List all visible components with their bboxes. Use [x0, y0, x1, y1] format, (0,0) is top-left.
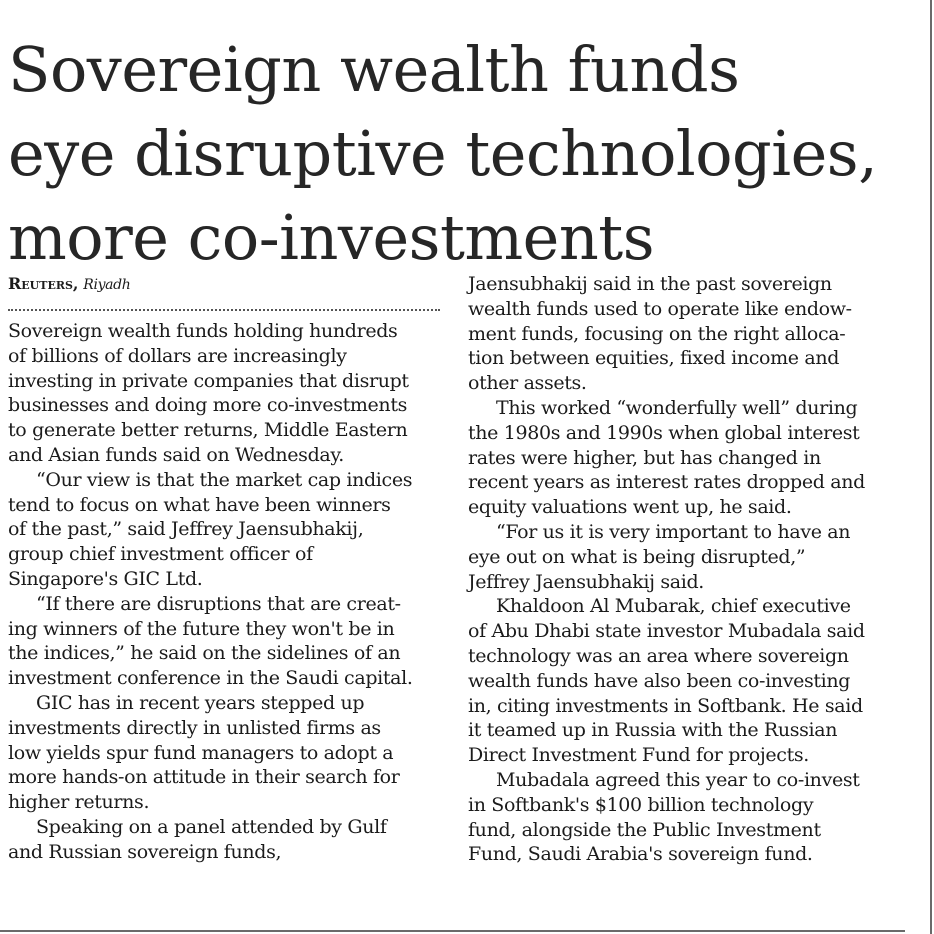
text-line: ing winners of the future they won't be in: [8, 617, 395, 640]
text-line: the 1980s and 1990s when global interest: [468, 421, 860, 444]
text-line: rates were higher, but has changed in: [468, 446, 821, 469]
text-line: in, citing investments in Softbank. He said: [468, 694, 863, 717]
text-line: “For us it is very important to have an: [496, 520, 851, 543]
text-line: group chief investment officer of: [8, 543, 313, 566]
text-line: to generate better returns, Middle Eastern: [8, 419, 408, 442]
text-line: and Asian funds said on Wednesday.: [8, 443, 344, 466]
text-line: Mubadala agreed this year to co-invest: [496, 768, 860, 791]
text-line: tend to focus on what have been winners: [8, 493, 391, 516]
text-line: Singapore's GIC Ltd.: [8, 567, 203, 590]
text-line: Speaking on a panel attended by Gulf: [36, 815, 387, 838]
article-column-left: [8, 272, 448, 865]
text-line: the indices,” he said on the sidelines of an: [8, 642, 401, 665]
dotted-divider: [8, 309, 440, 311]
text-line: recent years as interest rates dropped and: [468, 471, 865, 494]
text-line: equity valuations went up, he said.: [468, 496, 792, 519]
headline-line: Sovereign wealth funds: [8, 33, 740, 106]
text-line: investment conference in the Saudi capital.: [8, 667, 413, 690]
text-line: investments directly in unlisted firms as: [8, 716, 381, 739]
text-line: wealth funds used to operate like endow-: [468, 297, 852, 320]
text-line: in Softbank's $100 billion technology: [468, 793, 814, 816]
headline-line: more co-investments: [8, 201, 655, 274]
text-line: eye out on what is being disrupted,”: [468, 545, 806, 568]
byline-agency: Reuters,: [8, 274, 79, 293]
text-line: and Russian sovereign funds,: [8, 840, 282, 863]
text-line: “Our view is that the market cap indices: [36, 468, 413, 491]
text-line: GIC has in recent years stepped up: [36, 691, 365, 714]
text-line: other assets.: [468, 372, 587, 395]
text-line: This worked “wonderfully well” during: [496, 396, 858, 419]
text-line: tion between equities, fixed income and: [468, 347, 840, 370]
text-line: fund, alongside the Public Investment: [468, 818, 821, 841]
text-line: “If there are disruptions that are creat-: [36, 592, 401, 615]
byline: [8, 272, 448, 296]
text-line: Fund, Saudi Arabia's sovereign fund.: [468, 843, 813, 866]
headline-line: eye disruptive technologies,: [8, 117, 878, 190]
column-rule: [930, 0, 932, 934]
text-line: investing in private companies that disrupt: [8, 369, 409, 392]
text-line: Sovereign wealth funds holding hundreds: [8, 320, 398, 342]
text-line: of Abu Dhabi state investor Mubadala said: [468, 620, 865, 643]
bottom-rule: [0, 930, 905, 932]
text-line: Jaensubhakij said in the past sovereign: [468, 273, 832, 295]
text-line: businesses and doing more co-investments: [8, 394, 408, 417]
text-line: it teamed up in Russia with the Russian: [468, 719, 838, 742]
text-line: Khaldoon Al Mubarak, chief executive: [496, 595, 851, 618]
byline-place: Riyadh: [83, 277, 131, 293]
text-line: Direct Investment Fund for projects.: [468, 744, 809, 767]
headline: [8, 28, 913, 280]
text-line: of billions of dollars are increasingly: [8, 344, 347, 367]
text-line: more hands-on attitude in their search for: [8, 766, 400, 789]
text-line: low yields spur fund managers to adopt a: [8, 741, 394, 764]
text-line: technology was an area where sovereign: [468, 644, 849, 667]
text-line: wealth funds have also been co-investing: [468, 669, 851, 692]
text-line: of the past,” said Jeffrey Jaensubhakij,: [8, 518, 364, 541]
article-column-right: [468, 272, 916, 867]
text-line: higher returns.: [8, 791, 150, 814]
text-line: ment funds, focusing on the right alloca-: [468, 322, 846, 345]
text-line: Jeffrey Jaensubhakij said.: [468, 570, 704, 593]
